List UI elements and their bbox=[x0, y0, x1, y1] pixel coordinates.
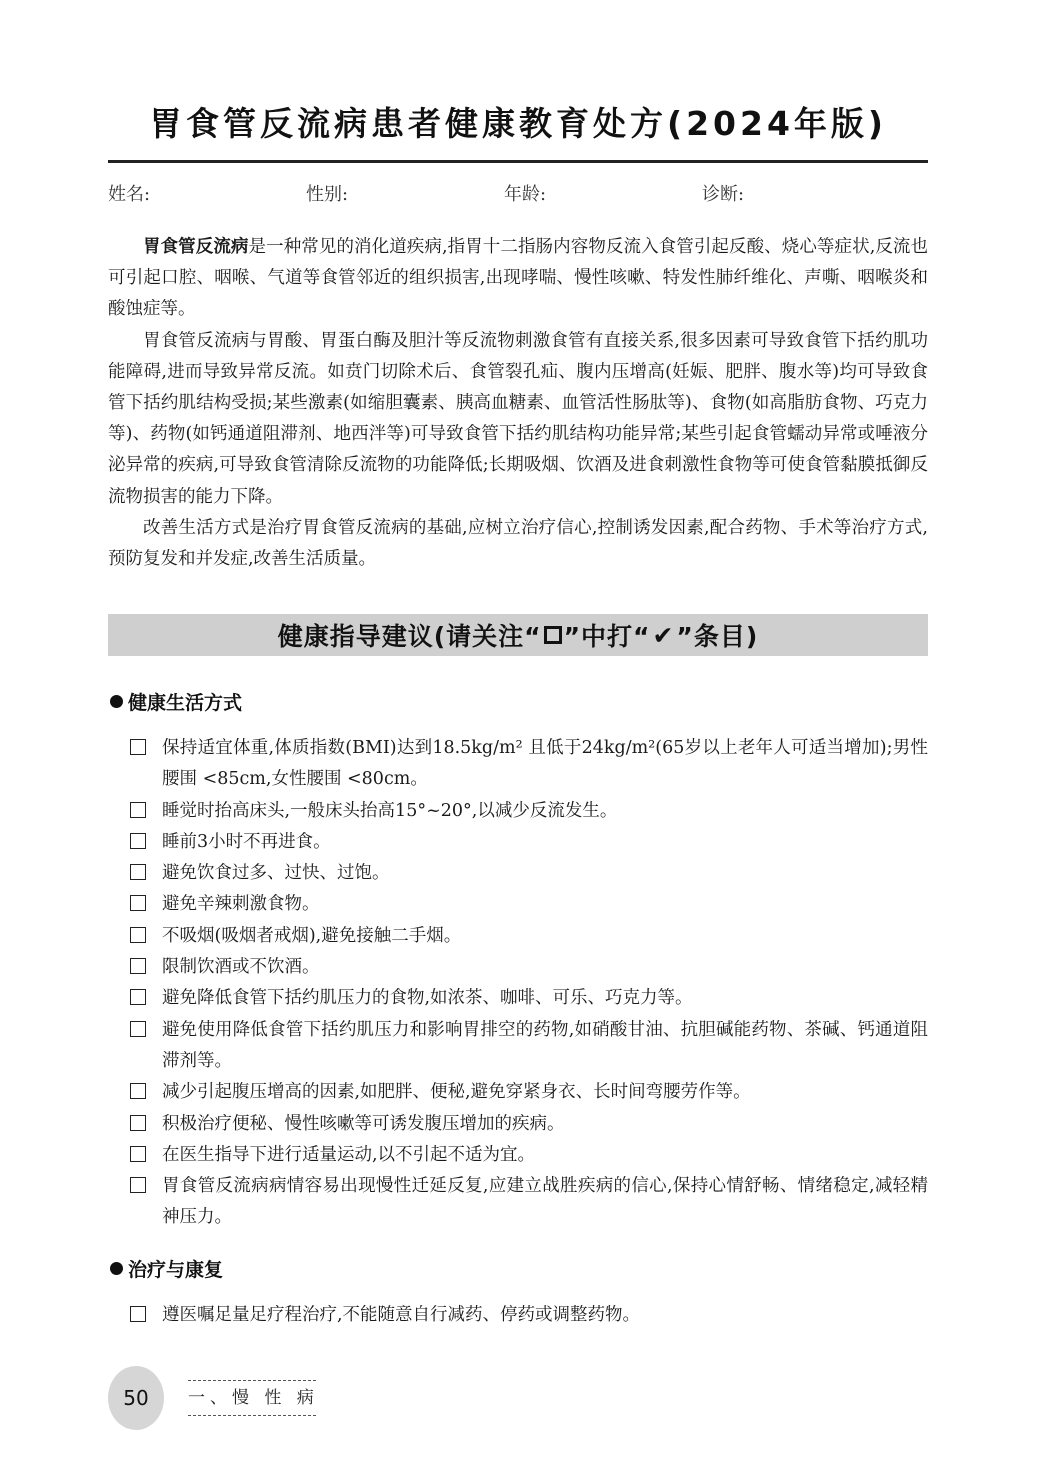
checklist-item bbox=[130, 952, 928, 983]
gender-label: 性别: bbox=[306, 184, 349, 205]
checklist-item-text: 避免饮食过多、过快、过饱。 bbox=[162, 863, 390, 884]
intro-text bbox=[108, 232, 928, 575]
checklist-item bbox=[130, 1140, 928, 1171]
section-heading-treatment bbox=[110, 1255, 223, 1282]
checkbox[interactable] bbox=[130, 895, 146, 911]
checklist-item bbox=[130, 733, 928, 796]
checklist-item bbox=[130, 889, 928, 920]
checkbox[interactable] bbox=[130, 1146, 146, 1162]
checklist-item bbox=[130, 1300, 928, 1331]
checkbox[interactable] bbox=[130, 1021, 146, 1037]
checkbox[interactable] bbox=[130, 739, 146, 755]
treatment-checklist bbox=[130, 1300, 928, 1331]
intro-paragraph-2: 胃食管反流病与胃酸、胃蛋白酶及胆汁等反流物刺激食管有直接关系,很多因素可导致食管下括约肌功能障碍,进而导致异常反流。如贲门切除术后、食管裂孔疝、腹内压增高(妊娠、肥胖、腹水等)均可导致食管下括约肌结构受损;某些激素(如缩胆囊素、胰高血糖素、血管活性肠肽等)、食物(如高脂肪食物、巧克力等)、药物(如钙通道阻滞剂、地西泮等)可导致食管下括约肌结构功能异常;某些引起食管蠕动异常或唾液分泌异常的疾病,可导致食管清除反流物的功能降低;长期吸烟、饮酒及进食刺激性食物等可使食管黏膜抵御反流物损害的能力下降。 bbox=[108, 330, 928, 507]
section-heading-text: 治疗与康复 bbox=[128, 1259, 224, 1281]
checkbox[interactable] bbox=[130, 927, 146, 943]
checklist-item-text: 保持适宜体重,体质指数(BMI)达到18.5kg/m² 且低于24kg/m²(65岁以上老年人可适当增加);男性腰围 <85cm,女性腰围 <80cm。 bbox=[162, 738, 928, 790]
checklist-item bbox=[130, 983, 928, 1014]
checklist-item bbox=[130, 827, 928, 858]
checkbox[interactable] bbox=[130, 1083, 146, 1099]
bullet-icon bbox=[110, 1262, 123, 1275]
checklist-item-text: 睡前3小时不再进食。 bbox=[162, 831, 331, 852]
checklist-item bbox=[130, 921, 928, 952]
checklist-item-text: 积极治疗便秘、慢性咳嗽等可诱发腹压增加的疾病。 bbox=[162, 1113, 565, 1134]
checklist-item bbox=[130, 1015, 928, 1078]
banner-text-3: ”条目) bbox=[676, 622, 759, 651]
banner-text-1: 健康指导建议(请关注“ bbox=[277, 622, 542, 651]
intro-term: 胃食管反流病 bbox=[143, 237, 249, 257]
checkbox[interactable] bbox=[130, 958, 146, 974]
patient-info-row bbox=[108, 180, 928, 210]
checklist-item-text: 在医生指导下进行适量运动,以不引起不适为宜。 bbox=[162, 1144, 536, 1165]
checklist-item bbox=[130, 1077, 928, 1108]
intro-paragraph-3: 改善生活方式是治疗胃食管反流病的基础,应树立治疗信心,控制诱发因素,配合药物、手术等治疗方式,预防复发和并发症,改善生活质量。 bbox=[108, 517, 928, 570]
checkbox[interactable] bbox=[130, 833, 146, 849]
guidance-banner bbox=[108, 614, 928, 656]
checkmark-icon: ✔ bbox=[652, 620, 675, 650]
checkbox[interactable] bbox=[130, 989, 146, 1005]
age-label: 年龄: bbox=[504, 184, 547, 205]
checklist-item-text: 胃食管反流病病情容易出现慢性迁延反复,应建立战胜疾病的信心,保持心情舒畅、情绪稳定,减轻精神压力。 bbox=[162, 1176, 928, 1228]
chapter-label: 一、慢 性 病 bbox=[188, 1380, 316, 1416]
checklist-item-text: 避免使用降低食管下括约肌压力和影响胃排空的药物,如硝酸甘油、抗胆碱能药物、茶碱、钙通道阻滞剂等。 bbox=[162, 1019, 928, 1071]
checklist-item bbox=[130, 796, 928, 827]
checkbox[interactable] bbox=[130, 1115, 146, 1131]
page-title: 胃食管反流病患者健康教育处方(2024年版) bbox=[148, 104, 887, 143]
checklist-item bbox=[130, 1109, 928, 1140]
checklist-item-text: 避免降低食管下括约肌压力的食物,如浓茶、咖啡、可乐、巧克力等。 bbox=[162, 988, 693, 1009]
intro-paragraph-1-text: 是一种常见的消化道疾病,指胃十二指肠内容物反流入食管引起反酸、烧心等症状,反流也可引起口腔、咽喉、气道等食管邻近的组织损害,出现哮喘、慢性咳嗽、特发性肺纤维化、声嘶、咽喉炎和酸蚀症等。 bbox=[108, 237, 929, 320]
checkbox[interactable] bbox=[130, 864, 146, 880]
section-heading-lifestyle bbox=[110, 688, 242, 715]
section-heading-text: 健康生活方式 bbox=[128, 692, 243, 714]
checkbox[interactable] bbox=[130, 1306, 146, 1322]
page-number: 50 bbox=[108, 1366, 164, 1430]
lifestyle-checklist bbox=[130, 733, 928, 1234]
checklist-item-text: 避免辛辣刺激食物。 bbox=[162, 894, 320, 915]
checkbox[interactable] bbox=[130, 1177, 146, 1193]
checklist-item-text: 限制饮酒或不饮酒。 bbox=[162, 957, 320, 978]
checklist-item-text: 不吸烟(吸烟者戒烟),避免接触二手烟。 bbox=[162, 925, 462, 946]
checklist-item-text: 睡觉时抬高床头,一般床头抬高15°~20°,以减少反流发生。 bbox=[162, 800, 618, 821]
checklist-item bbox=[130, 1171, 928, 1234]
checklist-item bbox=[130, 858, 928, 889]
checklist-item-text: 遵医嘱足量足疗程治疗,不能随意自行减药、停药或调整药物。 bbox=[162, 1305, 641, 1325]
title-rule bbox=[108, 160, 928, 163]
name-label: 姓名: bbox=[108, 184, 151, 205]
checkbox[interactable] bbox=[130, 802, 146, 818]
banner-text-2: ”中打“ bbox=[563, 622, 651, 651]
intro-paragraph-1 bbox=[108, 232, 928, 326]
bullet-icon bbox=[110, 695, 123, 708]
checklist-item-text: 减少引起腹压增高的因素,如肥胖、便秘,避免穿紧身衣、长时间弯腰劳作等。 bbox=[162, 1082, 751, 1103]
diagnosis-label: 诊断: bbox=[702, 184, 745, 205]
checkbox-symbol-icon bbox=[544, 626, 562, 644]
